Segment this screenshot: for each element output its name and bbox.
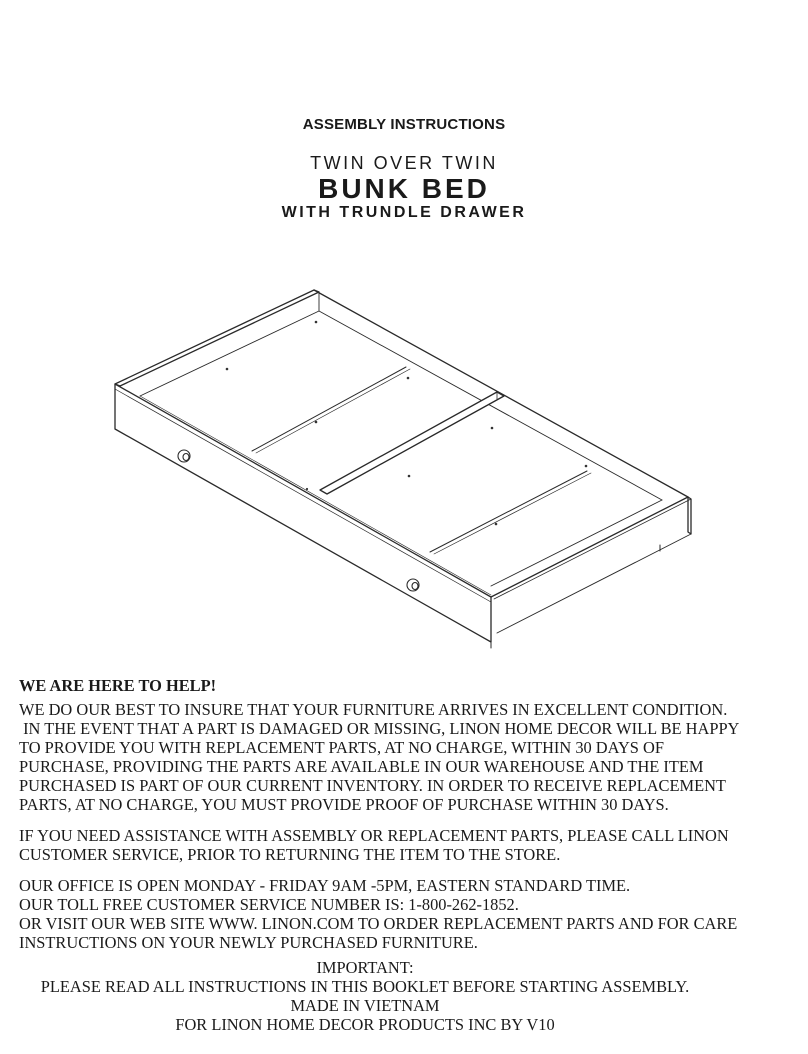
assembly-instructions-heading: ASSEMBLY INSTRUCTIONS — [302, 116, 506, 133]
drawer-center-divider — [320, 392, 504, 494]
read-instructions-notice: PLEASE READ ALL INSTRUCTIONS IN THIS BOOKLET BEFORE STARTING ASSEMBLY. — [40, 977, 690, 996]
product-title: BUNK BED — [318, 173, 490, 204]
paragraph-line: TO PROVIDE YOU WITH REPLACEMENT PARTS, AT NO CHARGE, WITHIN 30 DAYS OF — [19, 738, 664, 757]
drawer-knob-left — [178, 450, 190, 462]
paragraph-line: PARTS, AT NO CHARGE, YOU MUST PROVIDE PROOF OF PURCHASE WITHIN 30 DAYS. — [19, 795, 669, 814]
paragraph-line: OUR TOLL FREE CUSTOMER SERVICE NUMBER IS: 1-800-262-1852. — [19, 895, 519, 914]
warranty-paragraph — [19, 700, 794, 814]
product-subtitle-2: WITH TRUNDLE DRAWER — [281, 204, 527, 221]
paragraph-line: INSTRUCTIONS ON YOUR NEWLY PURCHASED FURNITURE. — [19, 933, 478, 952]
paragraph-line: OUR OFFICE IS OPEN MONDAY - FRIDAY 9AM -5PM, EASTERN STANDARD TIME. — [19, 876, 631, 895]
assistance-paragraph — [19, 826, 794, 864]
drawer-left-side — [115, 290, 319, 386]
paragraph-line: OR VISIT OUR WEB SITE WWW. LINON.COM TO ORDER REPLACEMENT PARTS AND FOR CARE — [19, 914, 738, 933]
paragraph-line: CUSTOMER SERVICE, PRIOR TO RETURNING THE ITEM TO THE STORE. — [19, 845, 561, 864]
drawer-right-side — [688, 497, 691, 534]
product-subtitle: TWIN OVER TWIN — [310, 153, 498, 173]
made-in-label: MADE IN VIETNAM — [290, 996, 440, 1015]
trundle-drawer-illustration — [0, 280, 808, 650]
help-heading: WE ARE HERE TO HELP! — [19, 676, 217, 695]
paragraph-line: IN THE EVENT THAT A PART IS DAMAGED OR MISSING, LINON HOME DECOR WILL BE HAPPY — [19, 719, 740, 738]
paragraph-line: WE DO OUR BEST TO INSURE THAT YOUR FURNITURE ARRIVES IN EXCELLENT CONDITION. — [19, 700, 728, 719]
important-label: IMPORTANT: — [316, 958, 414, 977]
paragraph-line: PURCHASED IS PART OF OUR CURRENT INVENTORY. IN ORDER TO RECEIVE REPLACEMENT — [19, 776, 726, 795]
paragraph-line: IF YOU NEED ASSISTANCE WITH ASSEMBLY OR REPLACEMENT PARTS, PLEASE CALL LINON — [19, 826, 729, 845]
office-hours-paragraph — [19, 876, 794, 952]
drawer-knob-right — [407, 579, 419, 591]
manufacturer-label: FOR LINON HOME DECOR PRODUCTS INC BY V10 — [175, 1015, 555, 1034]
paragraph-line: PURCHASE, PROVIDING THE PARTS ARE AVAILABLE IN OUR WAREHOUSE AND THE ITEM — [19, 757, 704, 776]
